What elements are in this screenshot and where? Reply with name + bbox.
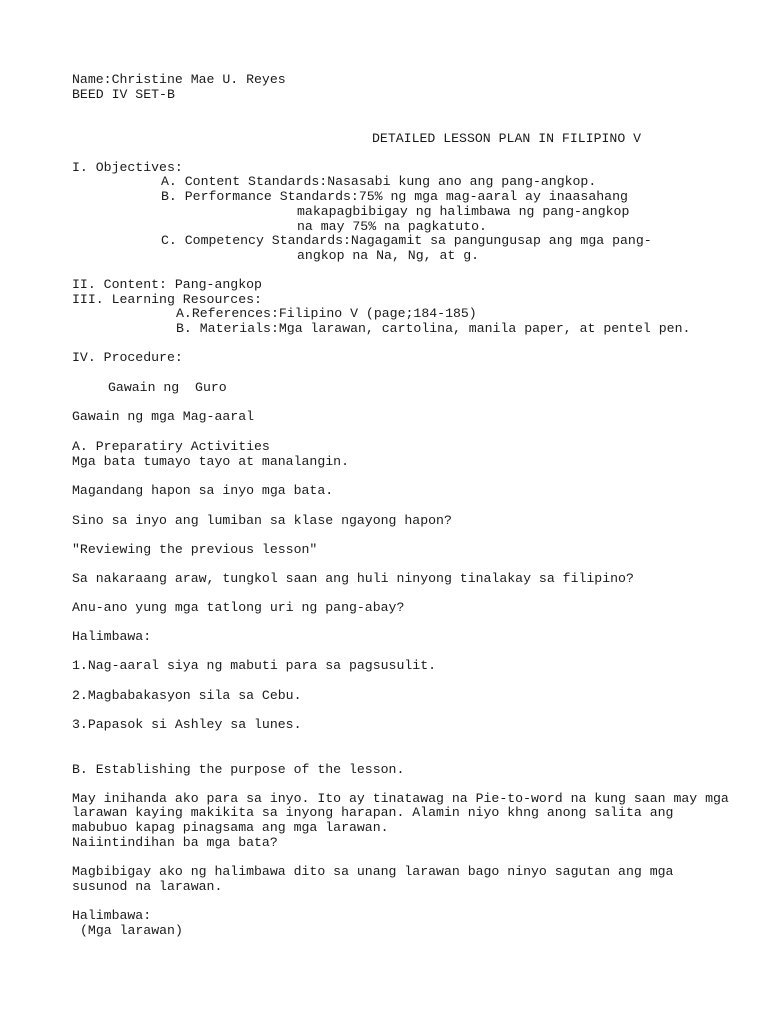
performance-standards-line-3: na may 75% na pagkatuto. — [297, 219, 487, 234]
preparatory-line: 2.Magbabakasyon sila sa Cebu. — [72, 688, 302, 703]
objectives-heading: I. Objectives: — [72, 160, 183, 175]
competency-standards-line-2: angkop na Na, Ng, at g. — [297, 248, 480, 263]
purpose-paragraph-line: Naiintindihan ba mga bata? — [72, 835, 278, 850]
preparatory-line: Mga bata tumayo tayo at manalangin. — [72, 454, 349, 469]
purpose-paragraph-line: Magbibigay ako ng halimbawa dito sa unang larawan bago ninyo sagutan ang mga — [72, 864, 674, 879]
references-line: A.References:Filipino V (page;184-185) — [176, 306, 477, 321]
content-line: II. Content: Pang-angkop — [72, 277, 262, 292]
teacher-column-heading: Gawain ng Guro — [108, 380, 227, 395]
content-standards: A. Content Standards:Nasasabi kung ano ang pang-angkop. — [161, 174, 597, 189]
preparatory-line: 3.Papasok si Ashley sa lunes. — [72, 717, 302, 732]
example-label: Halimbawa: — [72, 908, 152, 923]
student-name: Name:Christine Mae U. Reyes — [72, 72, 286, 87]
preparatory-line: Sa nakaraang araw, tungkol saan ang huli ninyong tinalakay sa filipino? — [72, 571, 634, 586]
student-column-heading: Gawain ng mga Mag-aaral — [72, 409, 255, 424]
preparatory-line: "Reviewing the previous lesson" — [72, 542, 318, 557]
document-title: DETAILED LESSON PLAN IN FILIPINO V — [372, 131, 642, 146]
student-section: BEED IV SET-B — [72, 87, 175, 102]
example-note: (Mga larawan) — [80, 923, 183, 938]
purpose-paragraph-line: susunod na larawan. — [72, 879, 223, 894]
learning-resources-heading: III. Learning Resources: — [72, 292, 262, 307]
purpose-paragraph-line: larawan kaying makikita sa inyong harapan. Alamin niyo khng anong salita ang — [72, 805, 674, 820]
preparatory-heading: A. Preparatiry Activities — [72, 439, 270, 454]
procedure-heading: IV. Procedure: — [72, 350, 183, 365]
performance-standards-line-1: B. Performance Standards:75% ng mga mag-aaral ay inaasahang — [161, 189, 628, 204]
preparatory-line: 1.Nag-aaral siya ng mabuti para sa pagsusulit. — [72, 658, 437, 673]
preparatory-line: Sino sa inyo ang lumiban sa klase ngayong hapon? — [72, 513, 452, 528]
preparatory-line: Anu-ano yung mga tatlong uri ng pang-abay? — [72, 600, 405, 615]
preparatory-line: Halimbawa: — [72, 629, 152, 644]
purpose-paragraph-line: May inihanda ako para sa inyo. Ito ay tinatawag na Pie-to-word na kung saan may mga — [72, 791, 729, 806]
purpose-paragraph-line: mabubuo kapag pinagsama ang mga larawan. — [72, 820, 389, 835]
purpose-heading: B. Establishing the purpose of the lesson. — [72, 762, 405, 777]
performance-standards-line-2: makapagbibigay ng halimbawa ng pang-angkop — [297, 204, 630, 219]
preparatory-line: Magandang hapon sa inyo mga bata. — [72, 483, 334, 498]
materials-line: B. Materials:Mga larawan, cartolina, manila paper, at pentel pen. — [176, 321, 691, 336]
competency-standards-line-1: C. Competency Standards:Nagagamit sa pangungusap ang mga pang- — [161, 233, 652, 248]
